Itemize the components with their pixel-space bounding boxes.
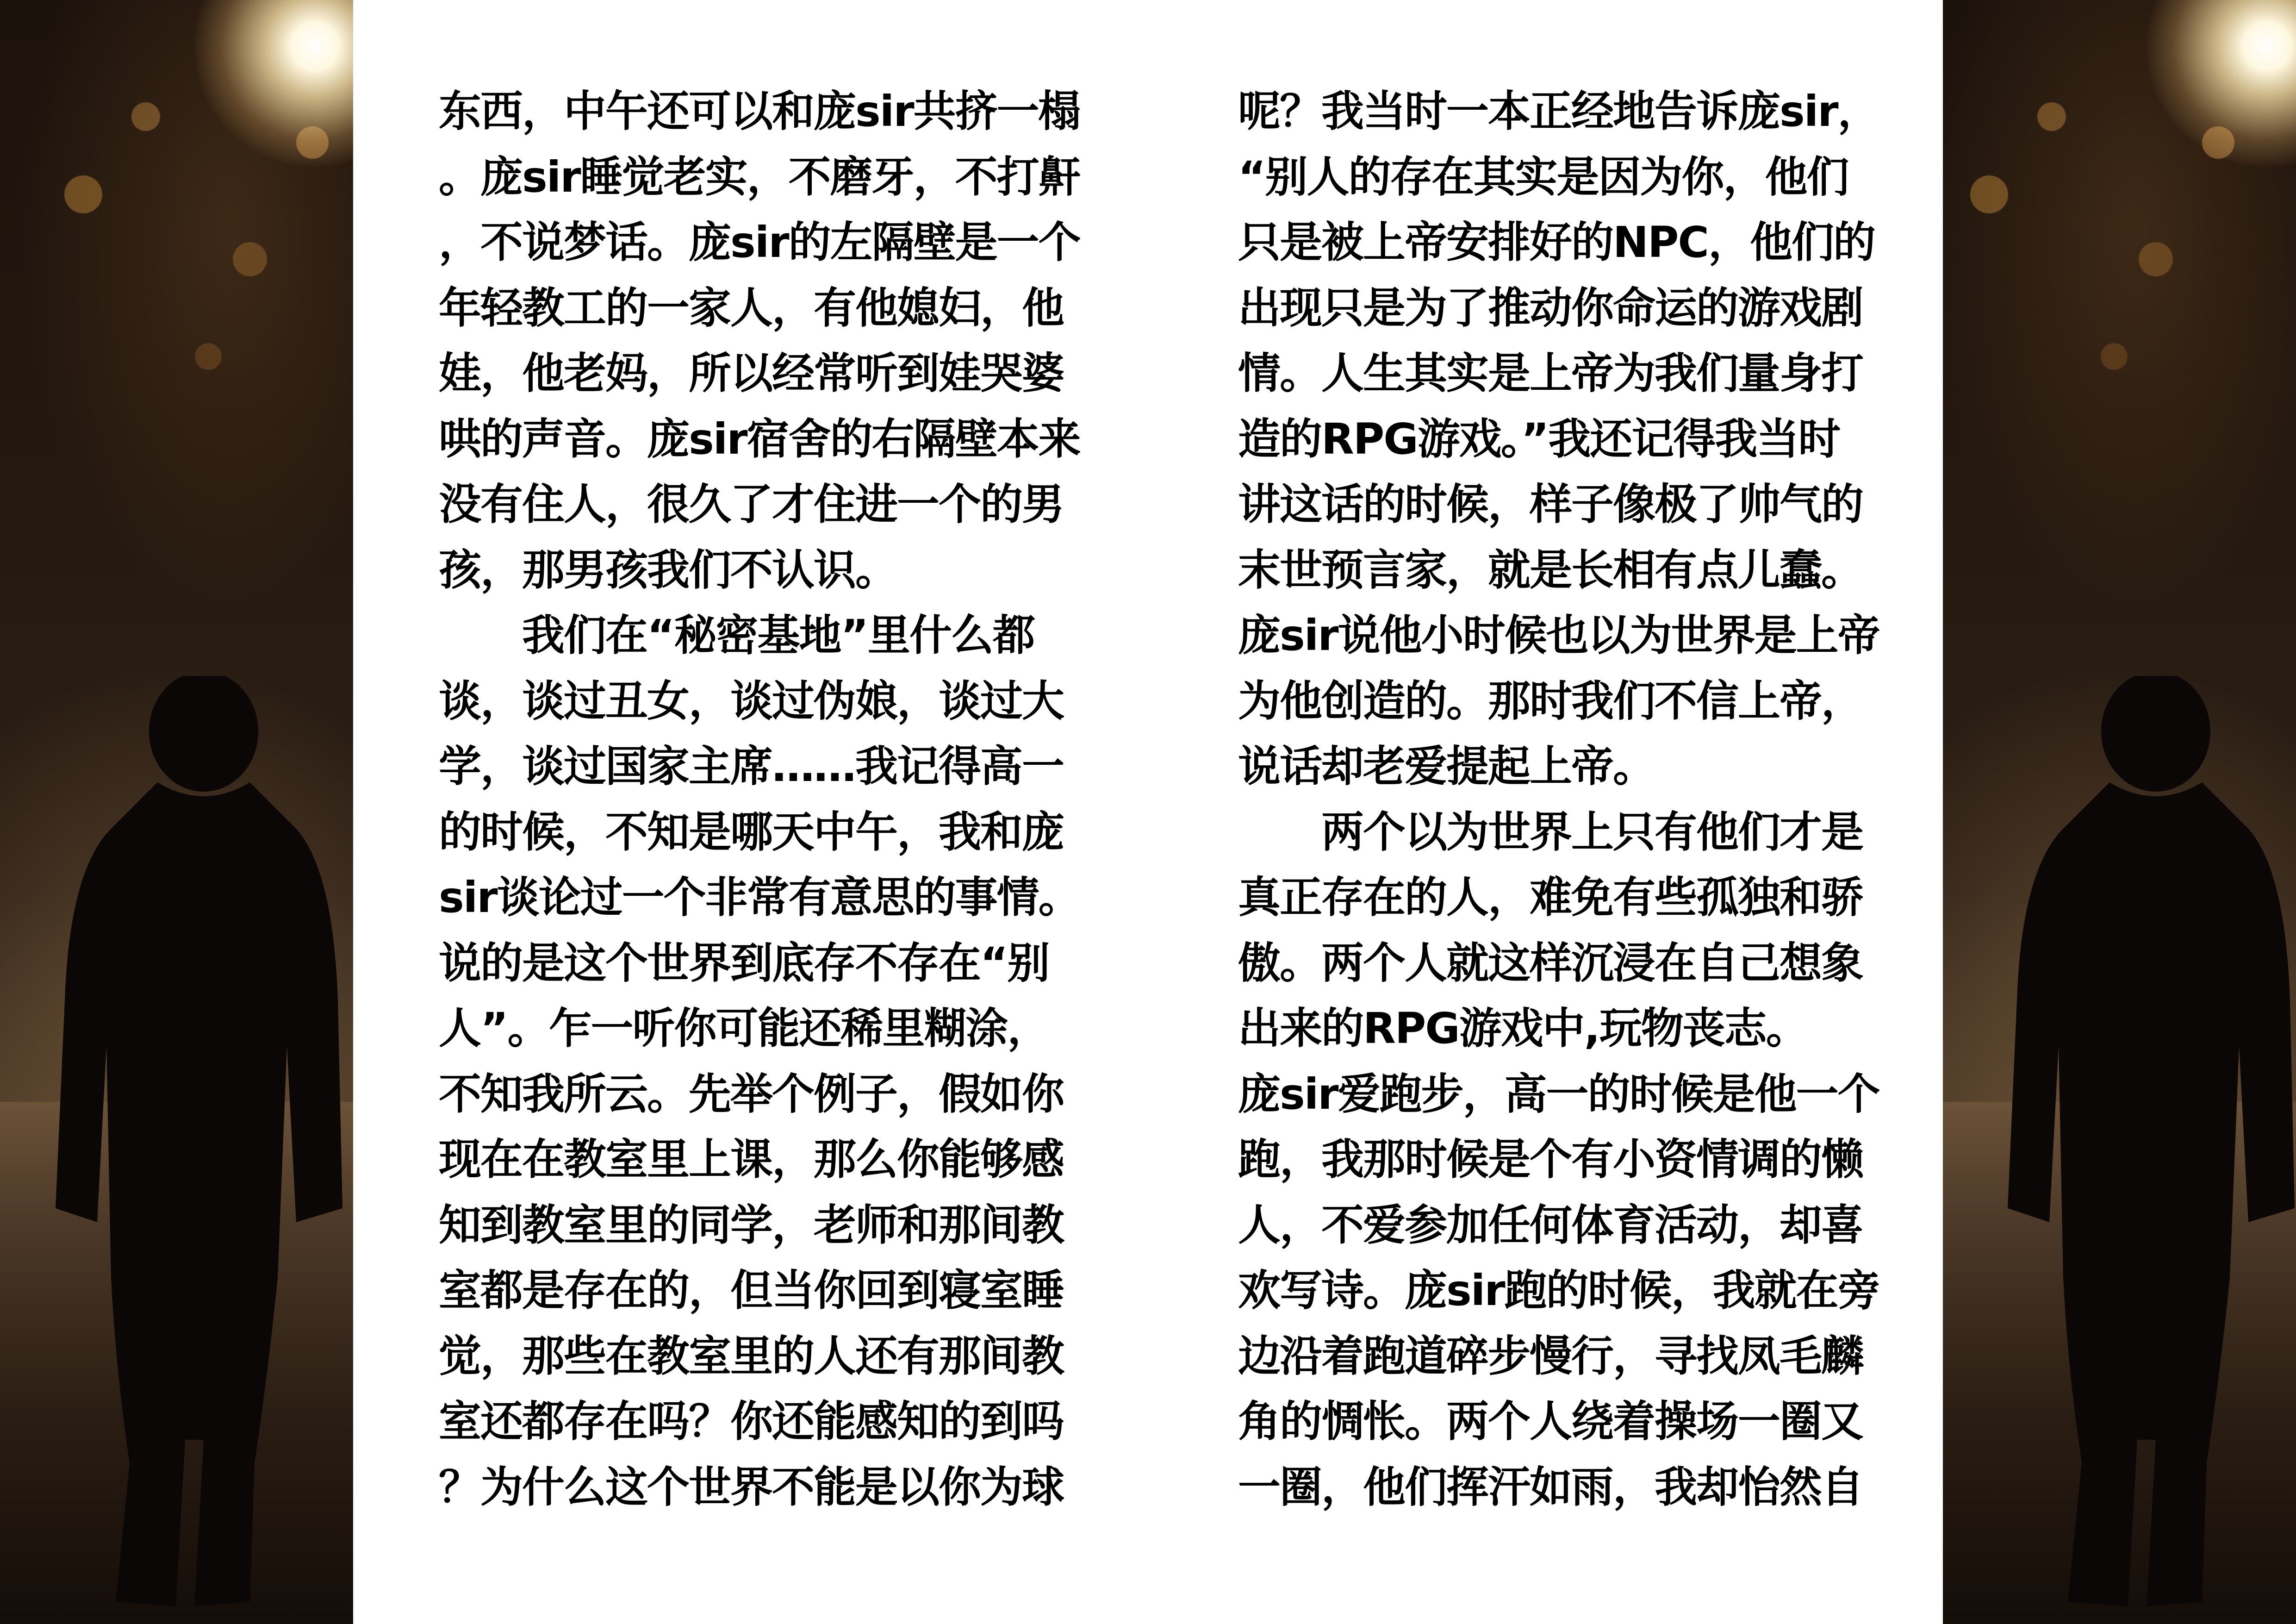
left-text-column	[439, 79, 1087, 1520]
text-line: 欢写诗。庞sir跑的时候，我就在旁	[1238, 1266, 1879, 1315]
text-line: 呢？我当时一本正经地告诉庞sir，	[1238, 87, 1879, 136]
text-line: 我们在“秘密基地”里什么都	[439, 611, 1034, 660]
text-line: 边沿着跑道碎步慢行，寻找凤毛麟	[1238, 1331, 1863, 1381]
text-line: 讲这话的时候，样子像极了帅气的	[1238, 480, 1863, 529]
text-line: 娃，他老妈，所以经常听到娃哭婆	[439, 349, 1064, 398]
text-line: 觉，那些在教室里的人还有那间教	[439, 1331, 1064, 1381]
text-line: 角的惆怅。两个人绕着操场一圈又	[1238, 1397, 1863, 1446]
text-line: 真正存在的人，难免有些孤独和骄	[1238, 873, 1863, 922]
text-line: 室都是存在的，但当你回到寝室睡	[439, 1266, 1064, 1315]
text-line: 学，谈过国家主席……我记得高一	[439, 742, 1064, 791]
text-line: 没有住人，很久了才住进一个的男	[439, 480, 1064, 529]
text-line: 情。人生其实是上帝为我们量身打	[1238, 349, 1863, 398]
text-line: 庞sir说他小时候也以为世界是上帝	[1238, 611, 1879, 660]
text-line: ？为什么这个世界不能是以你为球	[439, 1462, 1064, 1512]
text-line: “别人的存在其实是因为你，他们	[1238, 152, 1848, 202]
decorative-photo-right	[1943, 0, 2296, 1624]
text-line: 的时候，不知是哪天中午，我和庞	[439, 807, 1064, 857]
text-line: 一圈，他们挥汗如雨，我却怡然自	[1238, 1462, 1863, 1512]
text-line: ，不说梦话。庞sir的左隔壁是一个	[439, 218, 1080, 267]
text-line: 孩，那男孩我们不认识。	[439, 545, 897, 595]
text-line: 为他创造的。那时我们不信上帝，	[1238, 676, 1863, 726]
text-line: 跑，我那时候是个有小资情调的懒	[1238, 1135, 1863, 1184]
text-line: 现在在教室里上课，那么你能够感	[439, 1135, 1064, 1184]
text-line: 末世预言家，就是长相有点儿蠢。	[1238, 545, 1863, 595]
decorative-photo-left	[0, 0, 353, 1624]
right-text-column	[1238, 79, 1886, 1520]
text-page	[353, 0, 1943, 1624]
text-line: 哄的声音。庞sir宿舍的右隔壁本来	[439, 414, 1080, 464]
text-line: 人，不爱参加任何体育活动，却喜	[1238, 1200, 1863, 1250]
text-line: 出现只是为了推动你命运的游戏剧	[1238, 283, 1863, 333]
text-line: 说的是这个世界到底存不存在“别	[439, 938, 1049, 988]
text-line: 庞sir爱跑步，高一的时候是他一个	[1238, 1069, 1879, 1119]
text-line: sir谈论过一个非常有意思的事情。	[439, 873, 1080, 922]
text-line: 谈，谈过丑女，谈过伪娘，谈过大	[439, 676, 1064, 726]
text-line: 只是被上帝安排好的NPC，他们的	[1238, 218, 1875, 267]
text-line: 。庞sir睡觉老实，不磨牙，不打鼾	[439, 152, 1080, 202]
text-line: 造的RPG游戏。”我还记得我当时	[1238, 414, 1840, 464]
text-line: 东西，中午还可以和庞sir共挤一榻	[439, 87, 1080, 136]
text-line: 室还都存在吗？你还能感知的到吗	[439, 1397, 1064, 1446]
text-line: 年轻教工的一家人，有他媳妇，他	[439, 283, 1064, 333]
text-line: 不知我所云。先举个例子，假如你	[439, 1069, 1064, 1119]
text-line: 两个以为世界上只有他们才是	[1238, 807, 1863, 857]
text-line: 出来的RPG游戏中,玩物丧志。	[1238, 1004, 1808, 1053]
text-line: 人”。乍一听你可能还稀里糊涂，	[439, 1004, 1049, 1053]
text-line: 傲。两个人就这样沉浸在自己想象	[1238, 938, 1863, 988]
walking-person-silhouette	[37, 676, 353, 1624]
walking-person-silhouette	[1989, 676, 2296, 1624]
text-line: 说话却老爱提起上帝。	[1238, 742, 1655, 791]
text-line: 知到教室里的同学，老师和那间教	[439, 1200, 1064, 1250]
